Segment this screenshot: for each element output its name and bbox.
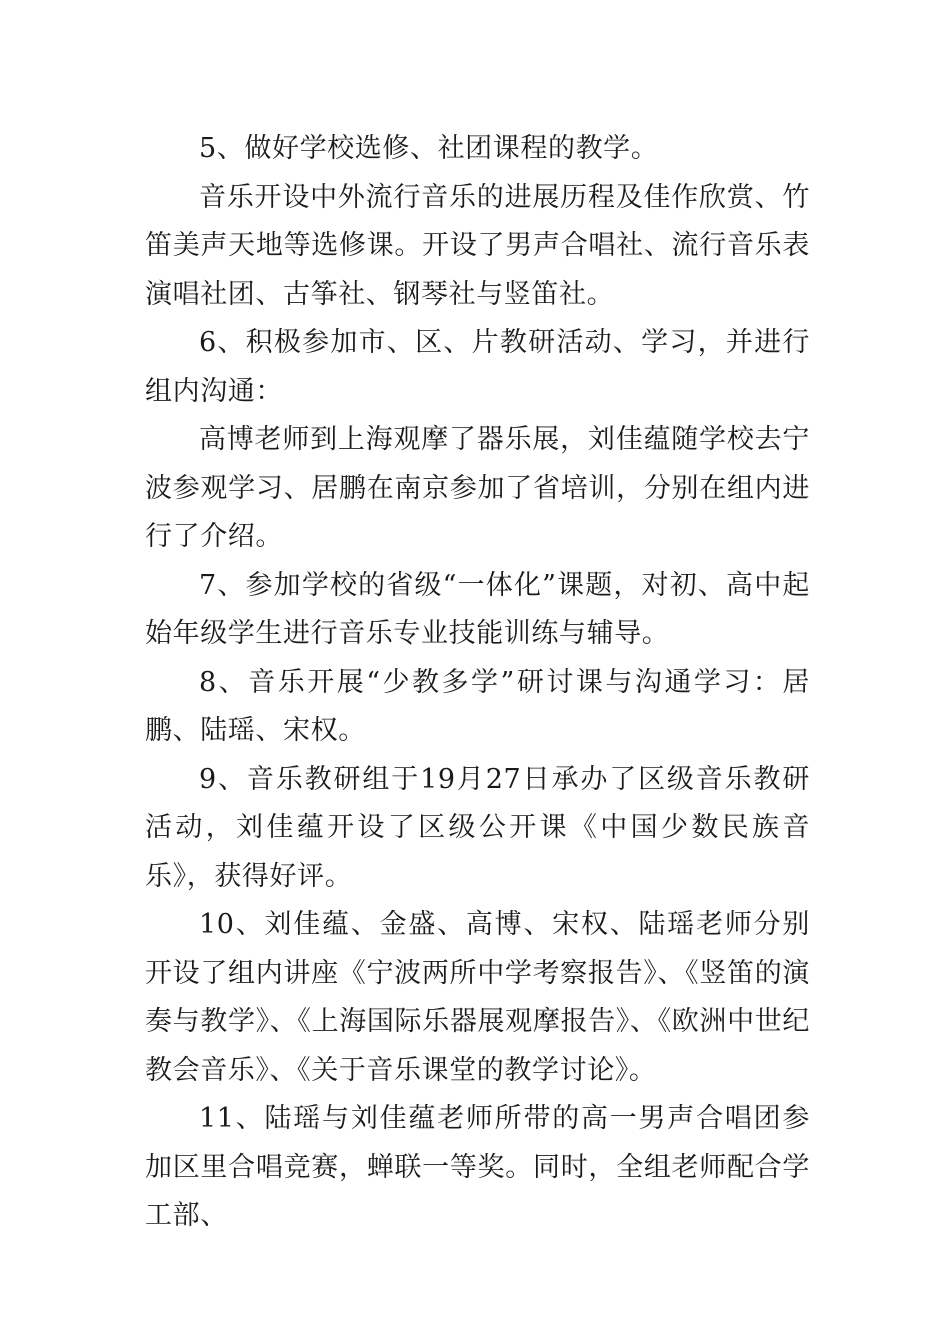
paragraph-item-9: 9、音乐教研组于19月27日承办了区级音乐教研活动，刘佳蕴开设了区级公开课《中国少数民族音乐》，获得好评。 [145, 763, 810, 892]
paragraph-item-7: 7、参加学校的省级“一体化”课题，对初、高中起始年级学生进行音乐专业技能训练与辅导。 [145, 569, 810, 649]
paragraph-teacher-visits: 高博老师到上海观摩了器乐展，刘佳蕴随学校去宁波参观学习、居鹏在南京参加了省培训，分别在组内进行了介绍。 [145, 424, 810, 552]
paragraph-item-5: 5、做好学校选修、社团课程的教学。 [199, 133, 659, 164]
paragraph-item-8: 8、音乐开展“少教多学”研讨课与沟通学习：居鹏、陆瑶、宋权。 [145, 666, 810, 746]
paragraph-item-11: 11、陆瑶与刘佳蕴老师所带的高一男声合唱团参加区里合唱竞赛，蝉联一等奖。同时，全组老师配合学工部、 [145, 1103, 810, 1231]
document-body [145, 125, 810, 1241]
paragraph-item-6: 6、积极参加市、区、片教研活动、学习，并进行组内沟通： [145, 327, 810, 407]
paragraph-music-electives: 音乐开设中外流行音乐的进展历程及佳作欣赏、竹笛美声天地等选修课。开设了男声合唱社、流行音乐表演唱社团、古筝社、钢琴社与竖笛社。 [145, 181, 810, 310]
paragraph-item-10: 10、刘佳蕴、金盛、高博、宋权、陆瑶老师分别开设了组内讲座《宁波两所中学考察报告》、《竖笛的演奏与教学》、《上海国际乐器展观摩报告》、《欧洲中世纪教会音乐》、《关于音乐课堂的教学讨论》。 [145, 909, 810, 1086]
